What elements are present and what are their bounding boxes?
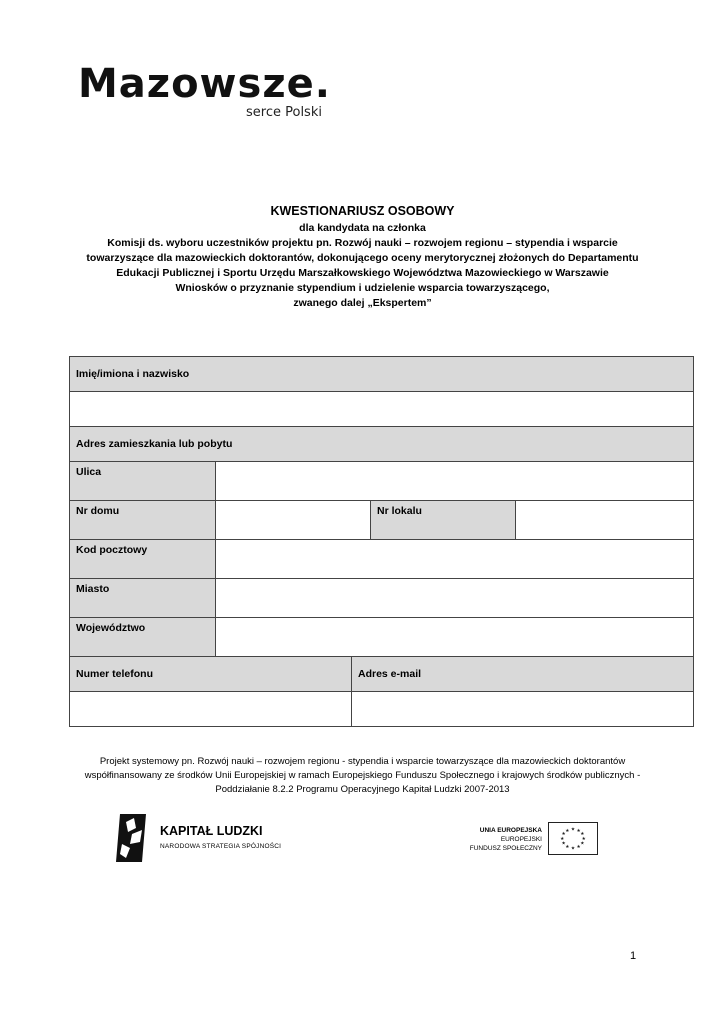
- svg-text:★: ★: [561, 841, 566, 847]
- project-footer: [70, 755, 655, 797]
- svg-text:★: ★: [560, 836, 565, 842]
- page-number: 1: [630, 950, 637, 962]
- email-label: Adres e-mail: [352, 657, 694, 692]
- header-line: zwanego dalej „Ekspertem”: [293, 297, 432, 309]
- address-section-label: Adres zamieszkania lub pobytu: [70, 427, 694, 462]
- personal-form-table: [69, 356, 694, 727]
- postal-code-field[interactable]: [216, 540, 694, 579]
- footer-line: współfinansowany ze środków Unii Europejskiej w ramach Europejskiego Funduszu Społecznego i krajowych środków publicznych -: [84, 770, 641, 781]
- kapital-ludzki-emblem-icon: [112, 812, 152, 864]
- kapital-ludzki-title: KAPITAŁ LUDZKI: [160, 824, 263, 838]
- svg-text:★: ★: [580, 832, 585, 838]
- apartment-number-label: Nr lokalu: [371, 501, 516, 540]
- city-label: Miasto: [70, 579, 216, 618]
- eu-text: [452, 826, 542, 853]
- header-line: Komisji ds. wyboru uczestników projektu pn. Rozwój nauki – rozwojem regionu – stypendia i wsparcie: [107, 237, 618, 249]
- house-number-label: Nr domu: [70, 501, 216, 540]
- svg-text:★: ★: [570, 846, 576, 852]
- footer-line: Projekt systemowy pn. Rozwój nauki – rozwojem regionu - stypendia i wsparcie towarzyszące dla mazowieckich doktorantów: [99, 756, 626, 767]
- svg-text:★: ★: [565, 844, 570, 850]
- svg-text:★: ★: [565, 828, 570, 834]
- voivodeship-field[interactable]: [216, 618, 694, 657]
- document-header: [60, 204, 665, 311]
- voivodeship-label: Województwo: [70, 618, 216, 657]
- phone-field[interactable]: [70, 692, 352, 727]
- svg-text:★: ★: [561, 832, 566, 838]
- mazowsze-logo: [78, 62, 353, 124]
- email-field[interactable]: [352, 692, 694, 727]
- header-line: Edukacji Publicznej i Sportu Urzędu Marszałkowskiego Województwa Mazowieckiego w Warszawie: [116, 267, 609, 279]
- header-line: towarzyszące dla mazowieckich doktorantów, dokonującego oceny merytorycznej złożonych do Departamentu: [86, 252, 639, 264]
- document-title: KWESTIONARIUSZ OSOBOWY: [270, 204, 455, 218]
- eu-logo: [458, 822, 598, 856]
- name-label: Imię/imiona i nazwisko: [70, 357, 694, 392]
- header-line: dla kandydata na członka: [299, 222, 426, 234]
- name-field[interactable]: [70, 392, 694, 427]
- eu-line: FUNDUSZ SPOŁECZNY: [469, 845, 542, 852]
- apartment-number-field[interactable]: [516, 501, 694, 540]
- phone-label: Numer telefonu: [70, 657, 352, 692]
- kapital-ludzki-logo: [112, 812, 292, 864]
- logo-brand: Mazowsze.: [78, 61, 331, 107]
- svg-text:★: ★: [581, 836, 586, 842]
- postal-code-label: Kod pocztowy: [70, 540, 216, 579]
- svg-text:★: ★: [576, 828, 581, 834]
- svg-text:★: ★: [570, 827, 576, 833]
- eu-line: EUROPEJSKI: [500, 836, 542, 843]
- city-field[interactable]: [216, 579, 694, 618]
- footer-line: Poddziałanie 8.2.2 Programu Operacyjnego Kapitał Ludzki 2007-2013: [215, 784, 510, 795]
- eu-line: UNIA EUROPEJSKA: [479, 827, 542, 834]
- eu-flag-icon: [548, 822, 598, 855]
- street-label: Ulica: [70, 462, 216, 501]
- kapital-ludzki-subtitle: NARODOWA STRATEGIA SPÓJNOŚCI: [160, 843, 282, 850]
- svg-text:★: ★: [576, 844, 581, 850]
- logo-tagline: serce Polski: [246, 105, 322, 120]
- header-line: Wniosków o przyznanie stypendium i udzielenie wsparcia towarzyszącego,: [175, 282, 550, 294]
- house-number-field[interactable]: [216, 501, 371, 540]
- street-field[interactable]: [216, 462, 694, 501]
- svg-text:★: ★: [580, 841, 585, 847]
